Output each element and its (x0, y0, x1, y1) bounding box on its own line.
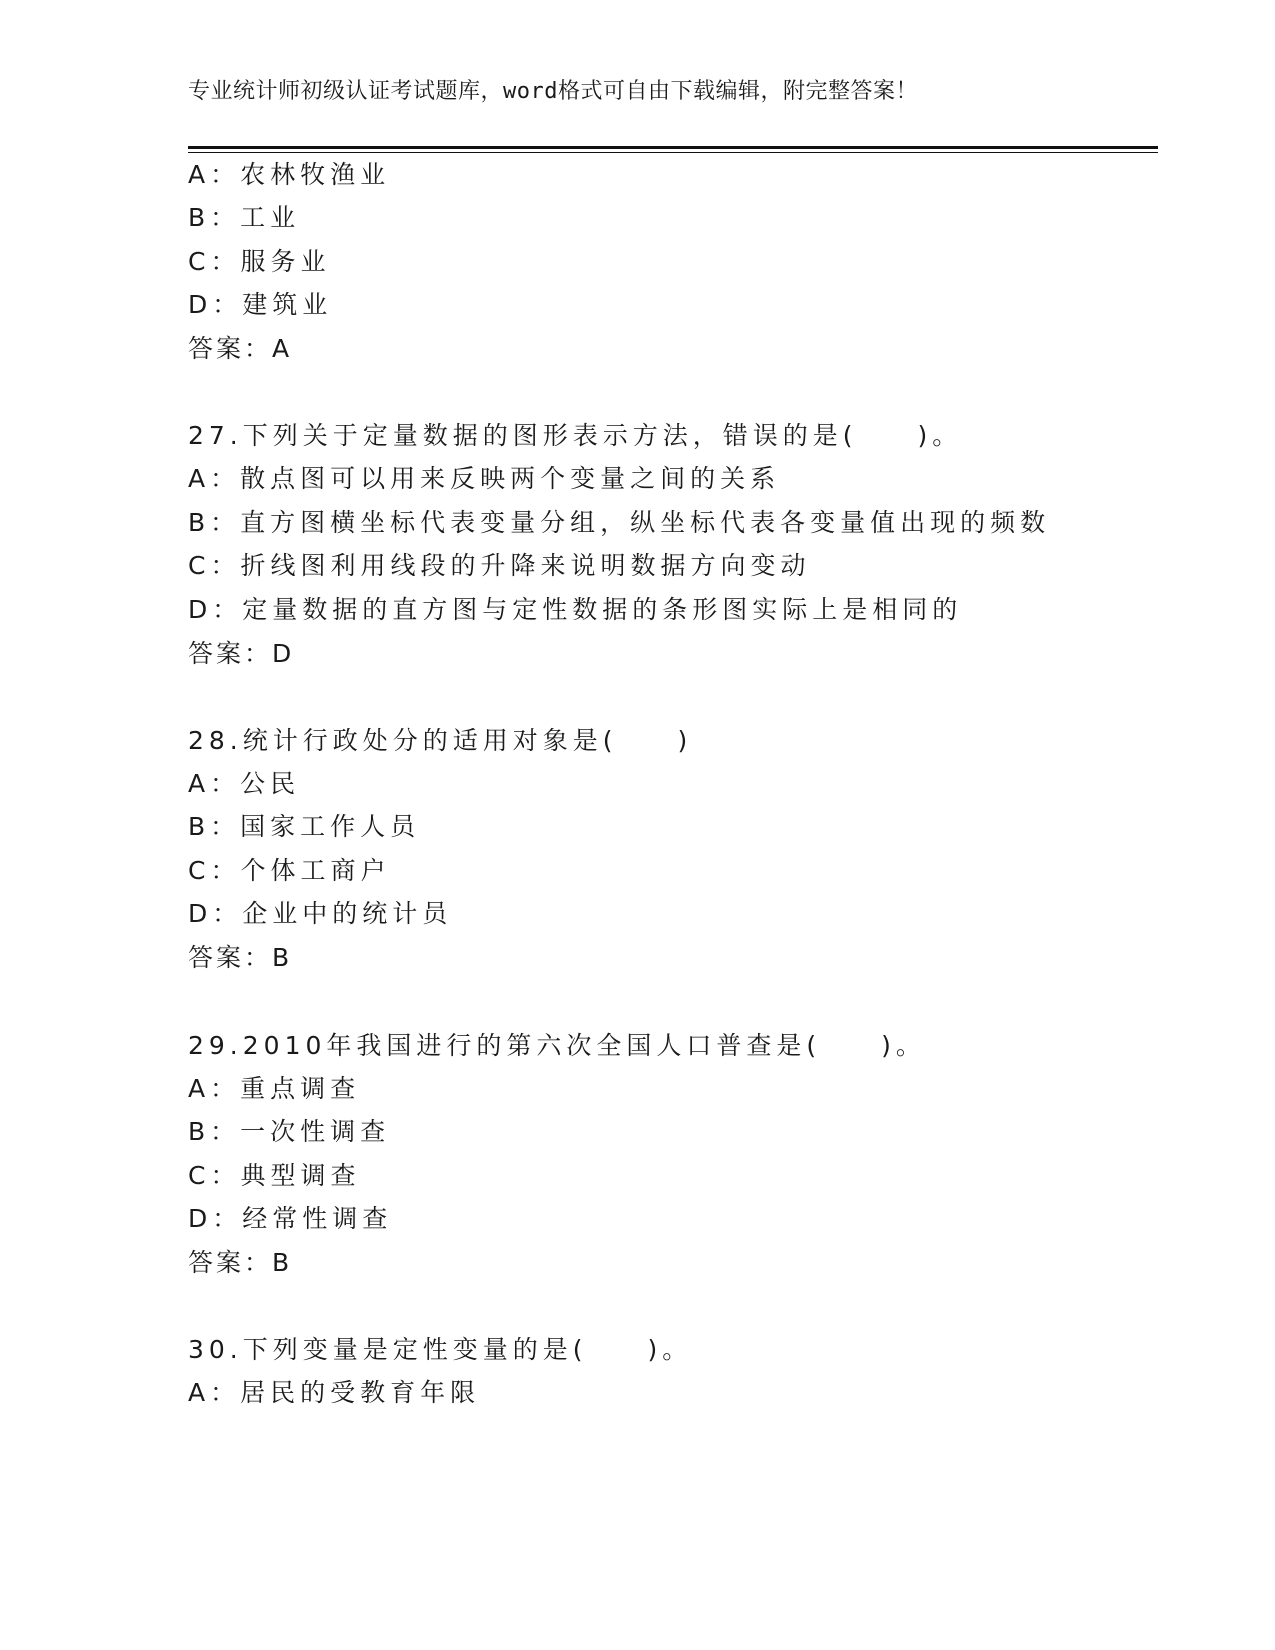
header-rule-thin (188, 152, 1158, 153)
answer: 答案：A (188, 334, 293, 363)
page-header: 专业统计师初级认证考试题库，word格式可自由下载编辑，附完整答案！ (188, 79, 918, 104)
question-stem: 27.下列关于定量数据的图形表示方法，错误的是( )。 (188, 421, 963, 450)
option-a: A：公民 (188, 769, 301, 798)
question-stem: 30.下列变量是定性变量的是( )。 (188, 1335, 693, 1364)
option-c: C：典型调查 (188, 1161, 361, 1190)
question-stem: 29.2010年我国进行的第六次全国人口普查是( )。 (188, 1031, 926, 1060)
option-a: A：散点图可以用来反映两个变量之间的关系 (188, 464, 781, 493)
option-a: A：重点调查 (188, 1074, 361, 1103)
option-c: C：服务业 (188, 247, 331, 276)
option-d: D：建筑业 (188, 290, 333, 319)
answer: 答案：B (188, 943, 293, 972)
option-c: C：折线图利用线段的升降来说明数据方向变动 (188, 551, 811, 580)
option-c: C：个体工商户 (188, 856, 391, 885)
option-a: A：居民的受教育年限 (188, 1378, 481, 1407)
answer: 答案：B (188, 1248, 293, 1277)
option-b: B：直方图横坐标代表变量分组，纵坐标代表各变量值出现的频数 (188, 508, 1051, 537)
answer: 答案：D (188, 639, 295, 668)
option-d: D：经常性调查 (188, 1204, 393, 1233)
option-d: D：企业中的统计员 (188, 899, 453, 928)
header-rule-thick (188, 146, 1158, 149)
option-b: B：国家工作人员 (188, 812, 421, 841)
option-b: B：工业 (188, 203, 301, 232)
option-a: A：农林牧渔业 (188, 160, 391, 189)
option-b: B：一次性调查 (188, 1117, 391, 1146)
question-stem: 28.统计行政处分的适用对象是( ) (188, 726, 693, 755)
option-d: D：定量数据的直方图与定性数据的条形图实际上是相同的 (188, 595, 963, 624)
